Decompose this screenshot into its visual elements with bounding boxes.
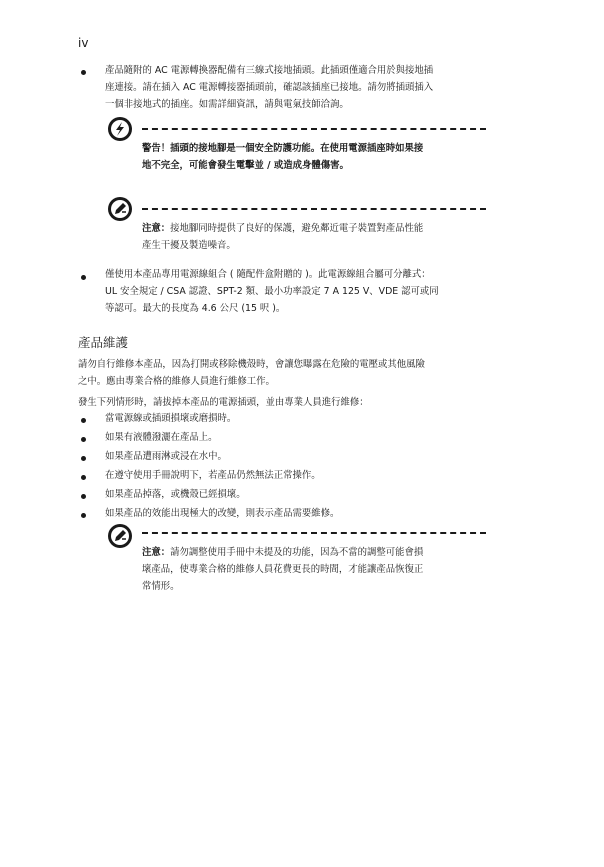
bullet-marker <box>81 494 86 499</box>
bullet-marker <box>81 275 86 280</box>
text-line: 壞產品，使專業合格的維修人員花費更長的時間，才能讓產品恢復正 <box>142 564 424 575</box>
list-item: 如果產品遭雨淋或浸在水中。 <box>105 451 227 462</box>
text-line: 常情形。 <box>142 581 180 592</box>
note-label: 注意： <box>142 223 171 234</box>
list-item: 如果有液體潑灑在產品上。 <box>105 432 218 443</box>
list-item: 當電源線或插頭損壞或磨損時。 <box>105 413 237 424</box>
text-line: 之中。應由專業合格的維修人員進行維修工作。 <box>78 376 275 387</box>
text-line: 地不完全，可能會發生電擊並 / 或造成身體傷害。 <box>142 160 349 171</box>
text-line: UL 安全規定 / CSA 認證、SPT-2 類、最小功率設定 7 A 125 V、VDE 認可或同 <box>105 286 439 297</box>
bullet-marker <box>81 418 86 423</box>
note-label: 注意： <box>142 547 171 558</box>
warning-text <box>142 140 423 174</box>
divider-dashed <box>142 128 486 130</box>
bullet-marker <box>81 475 86 480</box>
note-body: 接地腳同時提供了良好的保護，避免鄰近電子裝置對產品性能 <box>170 223 424 234</box>
page-number: iv <box>78 36 89 50</box>
bullet-marker <box>81 456 86 461</box>
list-item: 如果產品的效能出現極大的改變，則表示產品需要維修。 <box>105 508 340 519</box>
text-line: 座連接。請在插入 AC 電源轉接器插頭前，確認該插座已接地。請勿將插頭插入 <box>105 82 434 93</box>
note-pen-icon <box>107 196 133 222</box>
section-heading: 產品維護 <box>78 335 129 350</box>
text-line: 警告！插頭的接地腳是一個安全防護功能。在使用電源插座時如果接 <box>142 143 424 154</box>
text-line <box>142 220 423 237</box>
bullet-text-grounding <box>105 62 433 113</box>
note-text-2 <box>142 544 423 595</box>
text-line: 等認可。最大的長度為 4.6 公尺 (15 呎 )。 <box>105 303 286 314</box>
divider-dashed <box>142 532 486 534</box>
text-line: 請勿自行維修本產品，因為打開或移除機殼時，會讓您曝露在危險的電壓或其他風險 <box>78 359 425 370</box>
section-lead: 發生下列情形時，請拔掉本產品的電源插頭，並由專業人員進行維修： <box>78 397 369 408</box>
text-line: 產生干擾及製造噪音。 <box>142 240 236 251</box>
note-text-1 <box>142 220 423 254</box>
note-pen-icon <box>107 523 133 549</box>
bullet-marker <box>81 513 86 518</box>
list-item: 在遵守使用手冊說明下，若產品仍然無法正常操作。 <box>105 470 321 481</box>
note-body: 請勿調整使用手冊中未提及的功能，因為不當的調整可能會損 <box>170 547 424 558</box>
bullet-text-power-cord <box>105 266 439 317</box>
section-intro <box>78 356 425 390</box>
warning-lightning-icon <box>107 116 133 142</box>
text-line: 僅使用本產品專用電源線組合 ( 隨配件盒附贈的 )。此電源線組合屬可分離式： <box>105 269 431 280</box>
text-line: 一個非接地式的插座。如需詳細資訊，請與電氣技師洽詢。 <box>105 99 349 110</box>
list-item: 如果產品掉落，或機殼已經損壞。 <box>105 489 246 500</box>
text-line <box>142 544 423 561</box>
text-line: 產品隨附的 AC 電源轉換器配備有三線式接地插頭。此插頭僅適合用於與接地插 <box>105 65 434 76</box>
bullet-marker <box>81 70 86 75</box>
divider-dashed <box>142 208 486 210</box>
bullet-marker <box>81 437 86 442</box>
